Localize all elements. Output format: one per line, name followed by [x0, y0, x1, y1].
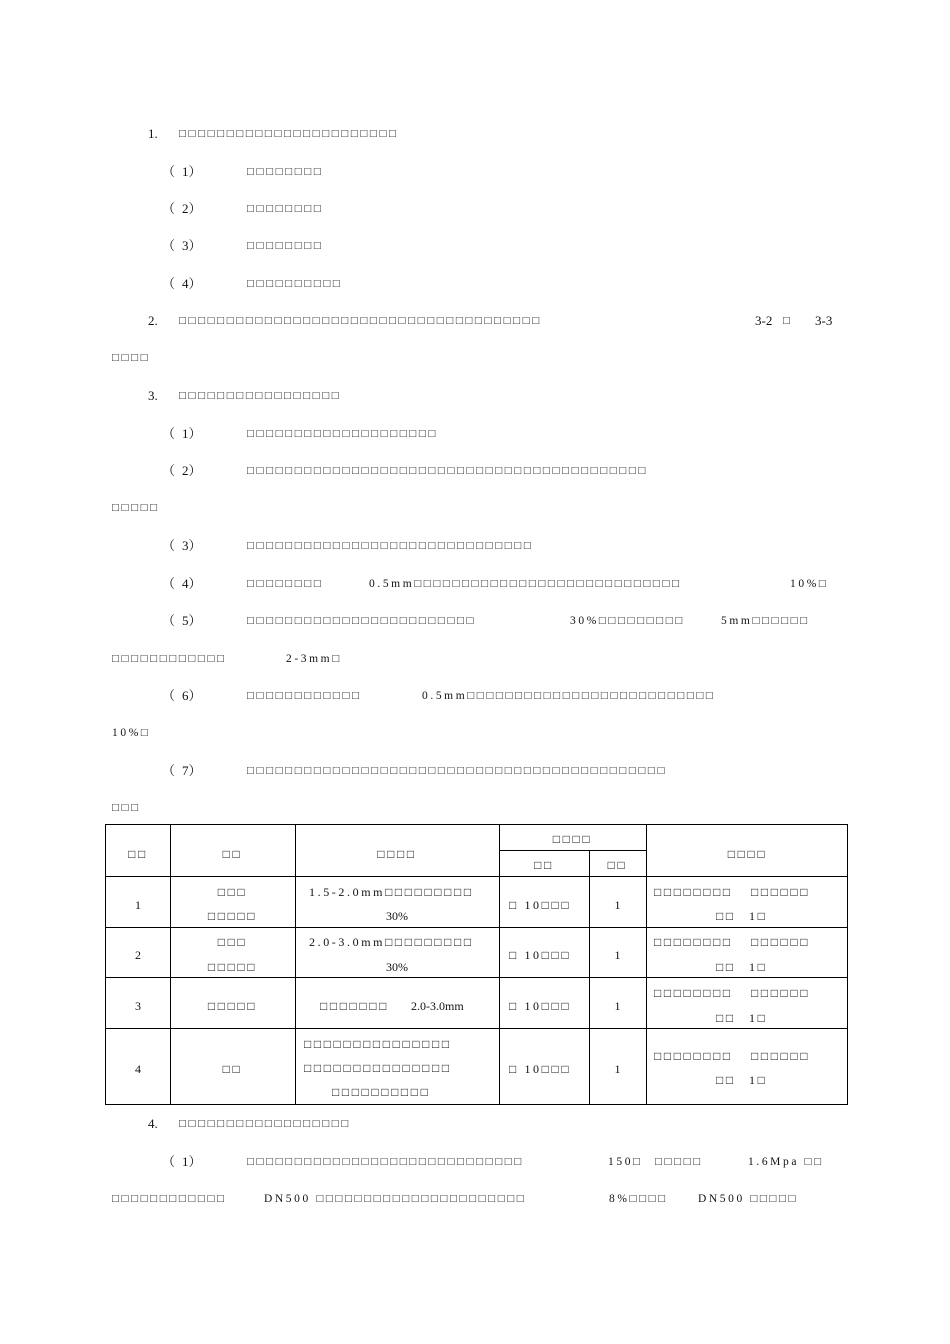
row-4-method-c: □□ — [716, 1073, 736, 1087]
sub-item-1-1-paren: （ — [162, 164, 176, 179]
header-scope: □□ — [534, 858, 554, 872]
row-1-method-c: □□ — [716, 909, 736, 923]
header-number: □□ — [128, 847, 148, 861]
inspection-table — [105, 824, 848, 1105]
sub-item-3-4-text-b: 0.5mm□□□□□□□□□□□□□□□□□□□□□□□□□□□□ — [369, 578, 682, 590]
sub-item-3-5-paren: （ — [162, 613, 176, 628]
sub-item-3-5-text-b: 30%□□□□□□□□□ — [570, 615, 685, 627]
row-3-requirement-b: 2.0-3.0mm — [411, 999, 464, 1013]
sub-item-3-7-paren: （ — [162, 763, 176, 778]
row-2-requirement-line2: 30% — [386, 960, 408, 974]
sub-item-3-6-continuation: 10%□ — [112, 727, 151, 739]
row-2-scope: □ 10□□□ — [509, 948, 572, 962]
row-1-scope: □ 10□□□ — [509, 898, 572, 912]
row-1-requirement-line1: 1.5-2.0mm□□□□□□□□□ — [309, 885, 474, 899]
sub-item-3-6-number: 6） — [182, 688, 202, 703]
sub-item-1-3-number: 3） — [182, 238, 202, 253]
row-1-method-d: 1□ — [749, 909, 768, 923]
sub-item-3-2-paren: （ — [162, 463, 176, 478]
sub-item-3-6-text-a: □□□□□□□□□□□□ — [247, 690, 362, 702]
item-1-number: 1. — [148, 126, 158, 141]
row-3-method-c: □□ — [716, 1011, 736, 1025]
sub-item-3-3-number: 3） — [182, 538, 202, 553]
row-1-method-a: □□□□□□□□ — [654, 885, 733, 899]
sub-item-1-4-paren: （ — [162, 276, 176, 291]
row-4-requirement-line3: □□□□□□□□□□ — [332, 1085, 431, 1099]
row-4-requirement-line1: □□□□□□□□□□□□□□□ — [304, 1037, 452, 1051]
header-name: □□ — [222, 847, 243, 861]
row-1-method-b: □□□□□□ — [751, 885, 811, 899]
item-4-text: □□□□□□□□□□□□□□□□□□ — [179, 1118, 351, 1130]
sub-item-4-1-continuation-b: DN500 □□□□□□□□□□□□□□□□□□□□□□ — [264, 1193, 527, 1205]
row-3-number: 3 — [135, 999, 141, 1013]
item-4-number: 4. — [148, 1116, 158, 1131]
sub-item-1-1-text: □□□□□□□□ — [247, 166, 324, 178]
sub-item-1-2-paren: （ — [162, 201, 176, 216]
row-2-method-a: □□□□□□□□ — [654, 935, 733, 949]
item-2-ref-2: 3-3 — [815, 313, 833, 328]
item-2-separator: □ — [783, 315, 793, 327]
row-1-points: 1 — [614, 898, 621, 912]
row-2-number: 2 — [135, 948, 141, 962]
sub-item-3-7-number: 7） — [182, 763, 202, 778]
row-3-method-a: □□□□□□□□ — [654, 986, 733, 1000]
row-2-method-b: □□□□□□ — [751, 935, 811, 949]
sub-item-3-1-text: □□□□□□□□□□□□□□□□□□□□ — [247, 428, 438, 440]
header-method: □□□□ — [727, 847, 768, 861]
sub-item-1-4-number: 4） — [182, 276, 202, 291]
item-2-text: □□□□□□□□□□□□□□□□□□□□□□□□□□□□□□□□□□□□□□ — [179, 315, 542, 327]
row-2-name-line1: □□□ — [217, 935, 248, 949]
row-1-name-line2: □□□□□ — [207, 909, 258, 923]
sub-item-3-5-continuation-b: 2-3mm□ — [286, 653, 342, 665]
sub-item-3-3-text: □□□□□□□□□□□□□□□□□□□□□□□□□□□□□□ — [247, 540, 534, 552]
row-4-requirement-line2: □□□□□□□□□□□□□□□ — [304, 1061, 452, 1075]
row-4-points: 1 — [614, 1062, 621, 1076]
sub-item-3-3-paren: （ — [162, 538, 176, 553]
item-2-number: 2. — [148, 313, 158, 328]
row-1-number: 1 — [135, 898, 141, 912]
sub-item-3-7-text: □□□□□□□□□□□□□□□□□□□□□□□□□□□□□□□□□□□□□□□□□□□□ — [247, 765, 668, 777]
sub-item-3-5-number: 5） — [182, 613, 202, 628]
sub-item-4-1-text-c: □□□□□ — [655, 1156, 703, 1168]
sub-item-3-1-number: 1） — [182, 426, 202, 441]
row-2-requirement-line1: 2.0-3.0mm□□□□□□□□□ — [309, 935, 474, 949]
row-4-scope: □ 10□□□ — [509, 1062, 572, 1076]
sub-item-3-5-text-a: □□□□□□□□□□□□□□□□□□□□□□□□ — [247, 615, 477, 627]
row-3-method-b: □□□□□□ — [751, 986, 811, 1000]
item-3-number: 3. — [148, 388, 158, 403]
sub-item-4-1-continuation-d: DN500 □□□□□ — [698, 1193, 799, 1205]
sub-item-1-2-number: 2） — [182, 201, 202, 216]
item-3-text: □□□□□□□□□□□□□□□□□ — [179, 390, 342, 402]
row-4-method-a: □□□□□□□□ — [654, 1049, 733, 1063]
row-2-points: 1 — [614, 948, 621, 962]
sub-item-3-6-text-b: 0.5mm□□□□□□□□□□□□□□□□□□□□□□□□□□ — [422, 690, 716, 702]
row-4-method-b: □□□□□□ — [751, 1049, 811, 1063]
sub-item-1-2-text: □□□□□□□□ — [247, 203, 324, 215]
sub-item-3-6-paren: （ — [162, 688, 176, 703]
row-3-name: □□□□□ — [207, 999, 258, 1013]
row-1-requirement-line2: 30% — [386, 909, 408, 923]
row-3-requirement-a: □□□□□□□ — [320, 999, 389, 1013]
sub-item-1-1-number: 1） — [182, 164, 202, 179]
sub-item-4-1-text-d: 1.6Mpa □□ — [748, 1156, 824, 1168]
item-2-ref-1: 3-2 — [755, 313, 773, 328]
sub-item-3-4-text-a: □□□□□□□□ — [247, 578, 324, 590]
header-inspection-group: □□□□ — [552, 832, 593, 846]
row-3-scope: □ 10□□□ — [509, 999, 572, 1013]
row-2-name-line2: □□□□□ — [207, 960, 258, 974]
item-2-continuation: □□□□ — [112, 352, 151, 364]
sub-item-3-4-text-c: 10%□ — [790, 578, 829, 590]
row-2-method-c: □□ — [716, 960, 736, 974]
sub-item-4-1-text-a: □□□□□□□□□□□□□□□□□□□□□□□□□□□□□ — [247, 1156, 524, 1168]
sub-item-3-5-text-c: 5mm□□□□□□ — [721, 615, 810, 627]
sub-item-3-5-continuation-a: □□□□□□□□□□□□ — [112, 653, 227, 665]
item-1-text: □□□□□□□□□□□□□□□□□□□□□□□ — [179, 128, 399, 140]
sub-item-4-1-number: 1） — [182, 1154, 202, 1169]
sub-item-1-3-paren: （ — [162, 238, 176, 253]
sub-item-3-2-number: 2） — [182, 463, 202, 478]
sub-item-4-1-text-b: 150□ — [608, 1156, 643, 1168]
row-3-method-d: 1□ — [749, 1011, 768, 1025]
header-requirement: □□□□ — [377, 847, 417, 861]
sub-item-1-3-text: □□□□□□□□ — [247, 240, 324, 252]
sub-item-3-2-text: □□□□□□□□□□□□□□□□□□□□□□□□□□□□□□□□□□□□□□□□□□ — [247, 465, 648, 477]
sub-item-4-1-continuation-c: 8%□□□□ — [609, 1193, 668, 1205]
row-4-name: □□ — [222, 1062, 243, 1076]
sub-item-3-2-continuation: □□□□□ — [112, 502, 160, 514]
row-4-number: 4 — [135, 1062, 141, 1076]
sub-item-3-7-continuation: □□□ — [112, 802, 141, 814]
row-2-method-d: 1□ — [749, 960, 768, 974]
row-4-method-d: 1□ — [749, 1073, 768, 1087]
sub-item-1-4-text: □□□□□□□□□□ — [247, 278, 343, 290]
sub-item-3-4-paren: （ — [162, 576, 176, 591]
sub-item-4-1-paren: （ — [162, 1154, 176, 1169]
sub-item-4-1-continuation-a: □□□□□□□□□□□□ — [112, 1193, 227, 1205]
sub-item-3-1-paren: （ — [162, 426, 176, 441]
sub-item-3-4-number: 4） — [182, 576, 202, 591]
row-3-points: 1 — [614, 999, 621, 1013]
header-points: □□ — [607, 858, 628, 872]
row-1-name-line1: □□□ — [217, 885, 248, 899]
